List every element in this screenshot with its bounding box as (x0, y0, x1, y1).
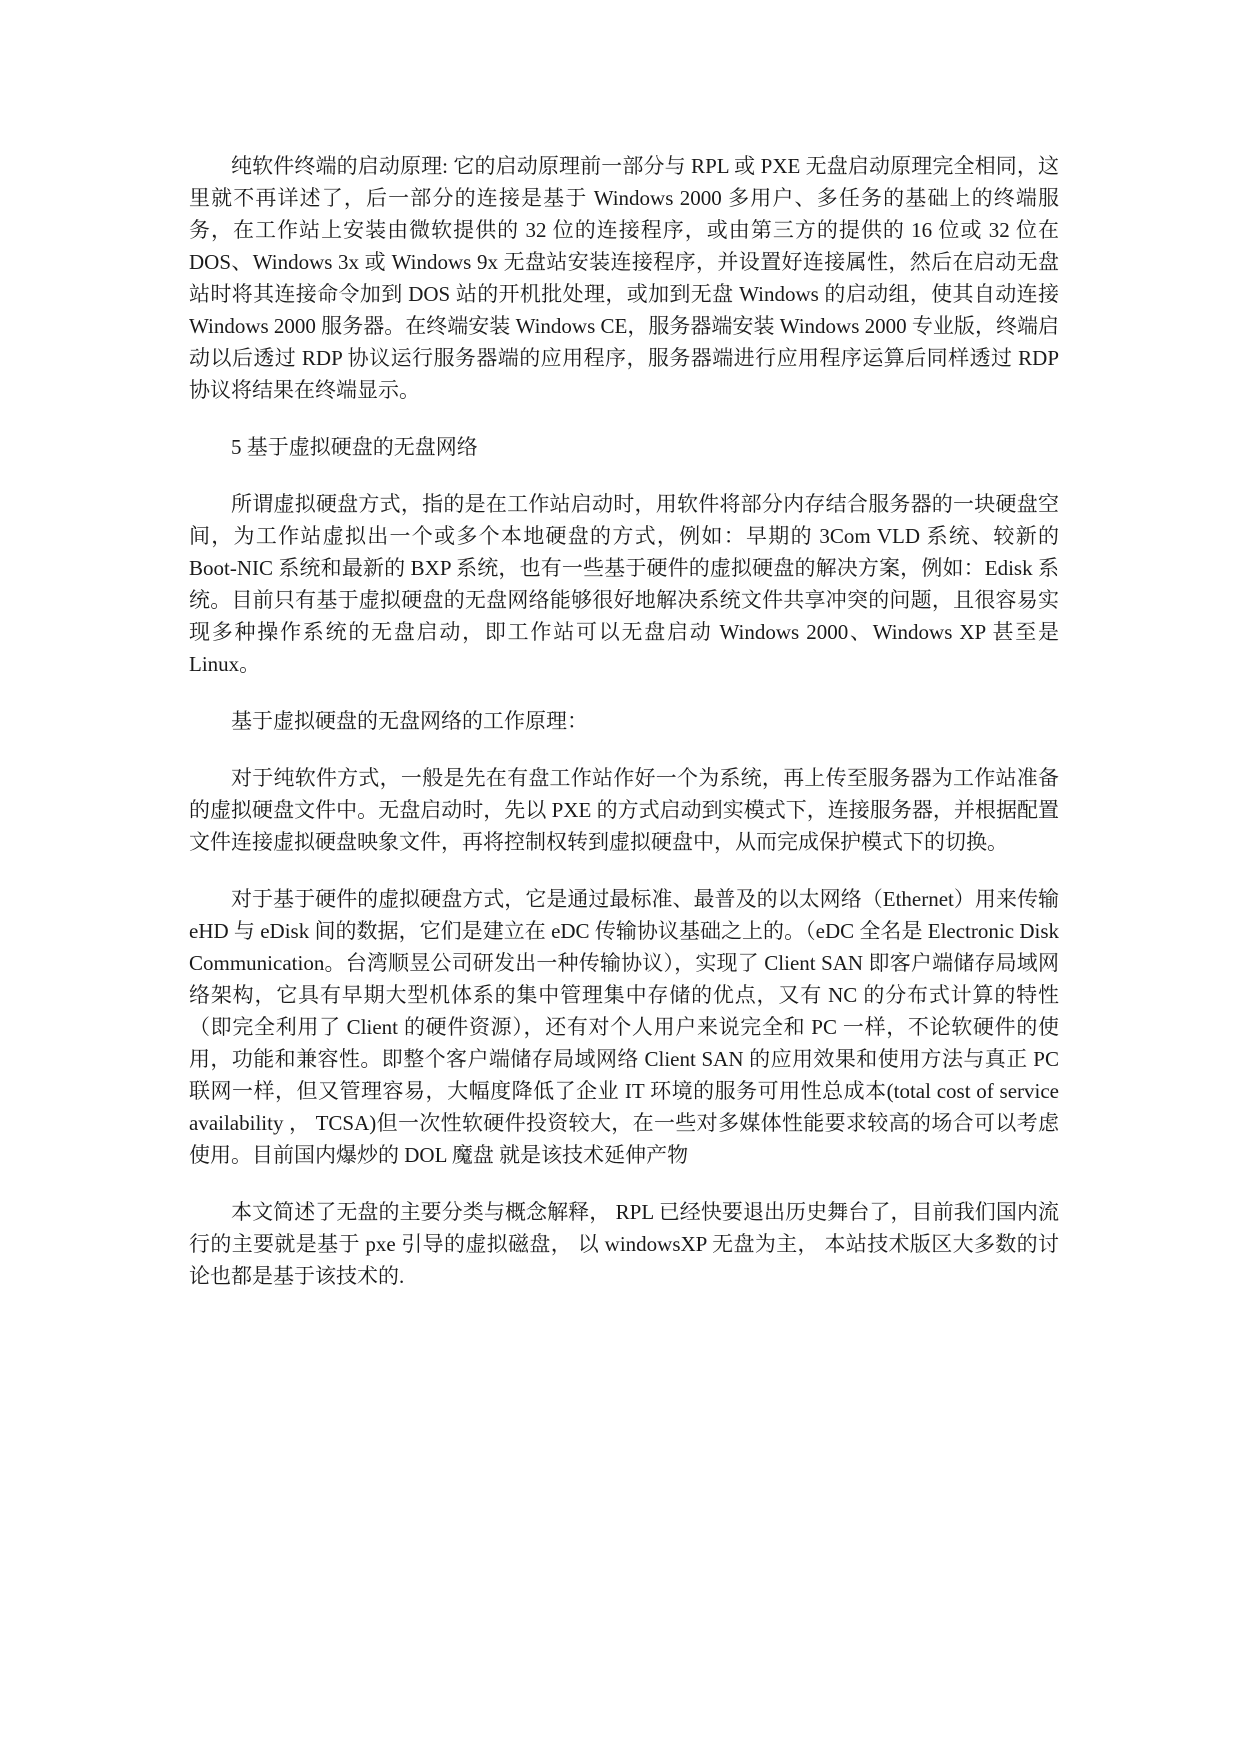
paragraph-thin-client-boot: 纯软件终端的启动原理: 它的启动原理前一部分与 RPL 或 PXE 无盘启动原理完全相同，这里就不再详述了，后一部分的连接是基于 Windows 2000 多用户、多任务的基础上的终端服务，在工作站上安装由微软提供的 32 位的连接程序，或由第三方的提供的 16 位或 32 位在 DOS、Windows 3x 或 Windows 9x 无盘站安装连接程序，并设置好连接属性，然后在启动无盘站时将其连接命令加到 DOS 站的开机批处理，或加到无盘 Windows 的启动组，使其自动连接 Windows 2000 服务器。在终端安装 Windows CE，服务器端安装 Windows 2000 专业版，终端启动以后透过 RDP 协议运行服务器端的应用程序，服务器端进行应用程序运算后同样透过 RDP 协议将结果在终端显示。 (189, 154, 1059, 402)
section-heading-virtual-disk: 5 基于虚拟硬盘的无盘网络 (231, 435, 478, 459)
document-page (189, 150, 1059, 1317)
paragraph-virtual-disk-intro: 所谓虚拟硬盘方式，指的是在工作站启动时，用软件将部分内存结合服务器的一块硬盘空间，为工作站虚拟出一个或多个本地硬盘的方式，例如：早期的 3Com VLD 系统、较新的 Boot-NIC 系统和最新的 BXP 系统，也有一些基于硬件的虚拟硬盘的解决方案，例如：Edisk 系统。目前只有基于虚拟硬盘的无盘网络能够很好地解决系统文件共享冲突的问题，且很容易实现多种操作系统的无盘启动，即工作站可以无盘启动 Windows 2000、Windows XP 甚至是 Linux。 (189, 492, 1059, 676)
paragraph-software-method: 对于纯软件方式，一般是先在有盘工作站作好一个为系统，再上传至服务器为工作站准备的虚拟硬盘文件中。无盘启动时，先以 PXE 的方式启动到实模式下，连接服务器，并根据配置文件连接虚拟硬盘映象文件，再将控制权转到虚拟硬盘中，从而完成保护模式下的切换。 (189, 766, 1059, 854)
subheading-working-principle: 基于虚拟硬盘的无盘网络的工作原理： (231, 709, 588, 733)
paragraph-hardware-method: 对于基于硬件的虚拟硬盘方式，它是通过最标准、最普及的以太网络（Ethernet）用来传输 eHD 与 eDisk 间的数据，它们是建立在 eDC 传输协议基础之上的。（eDC 全名是 Electronic Disk Communication。台湾顺昱公司研发出一种传输协议），实现了 Client SAN 即客户端储存局域网络架构，它具有早期大型机体系的集中管理集中存储的优点，又有 NC 的分布式计算的特性（即完全利用了 Client 的硬件资源），还有对个人用户来说完全和 PC 一样，不论软硬件的使用，功能和兼容性。即整个客户端储存局域网络 Client SAN 的应用效果和使用方法与真正 PC 联网一样，但又管理容易，大幅度降低了企业 IT 环境的服务可用性总成本(total cost of service availability ， TCSA)但一次性软硬件投资较大，在一些对多媒体性能要求较高的场合可以考虑使用。目前国内爆炒的 DOL 魔盘 就是该技术延伸产物 (189, 887, 1059, 1167)
paragraph-summary: 本文简述了无盘的主要分类与概念解释， RPL 已经快要退出历史舞台了，目前我们国内流行的主要就是基于 pxe 引导的虚拟磁盘， 以 windowsXP 无盘为主， 本站技术版区大多数的讨论也都是基于该技术的. (189, 1200, 1059, 1288)
